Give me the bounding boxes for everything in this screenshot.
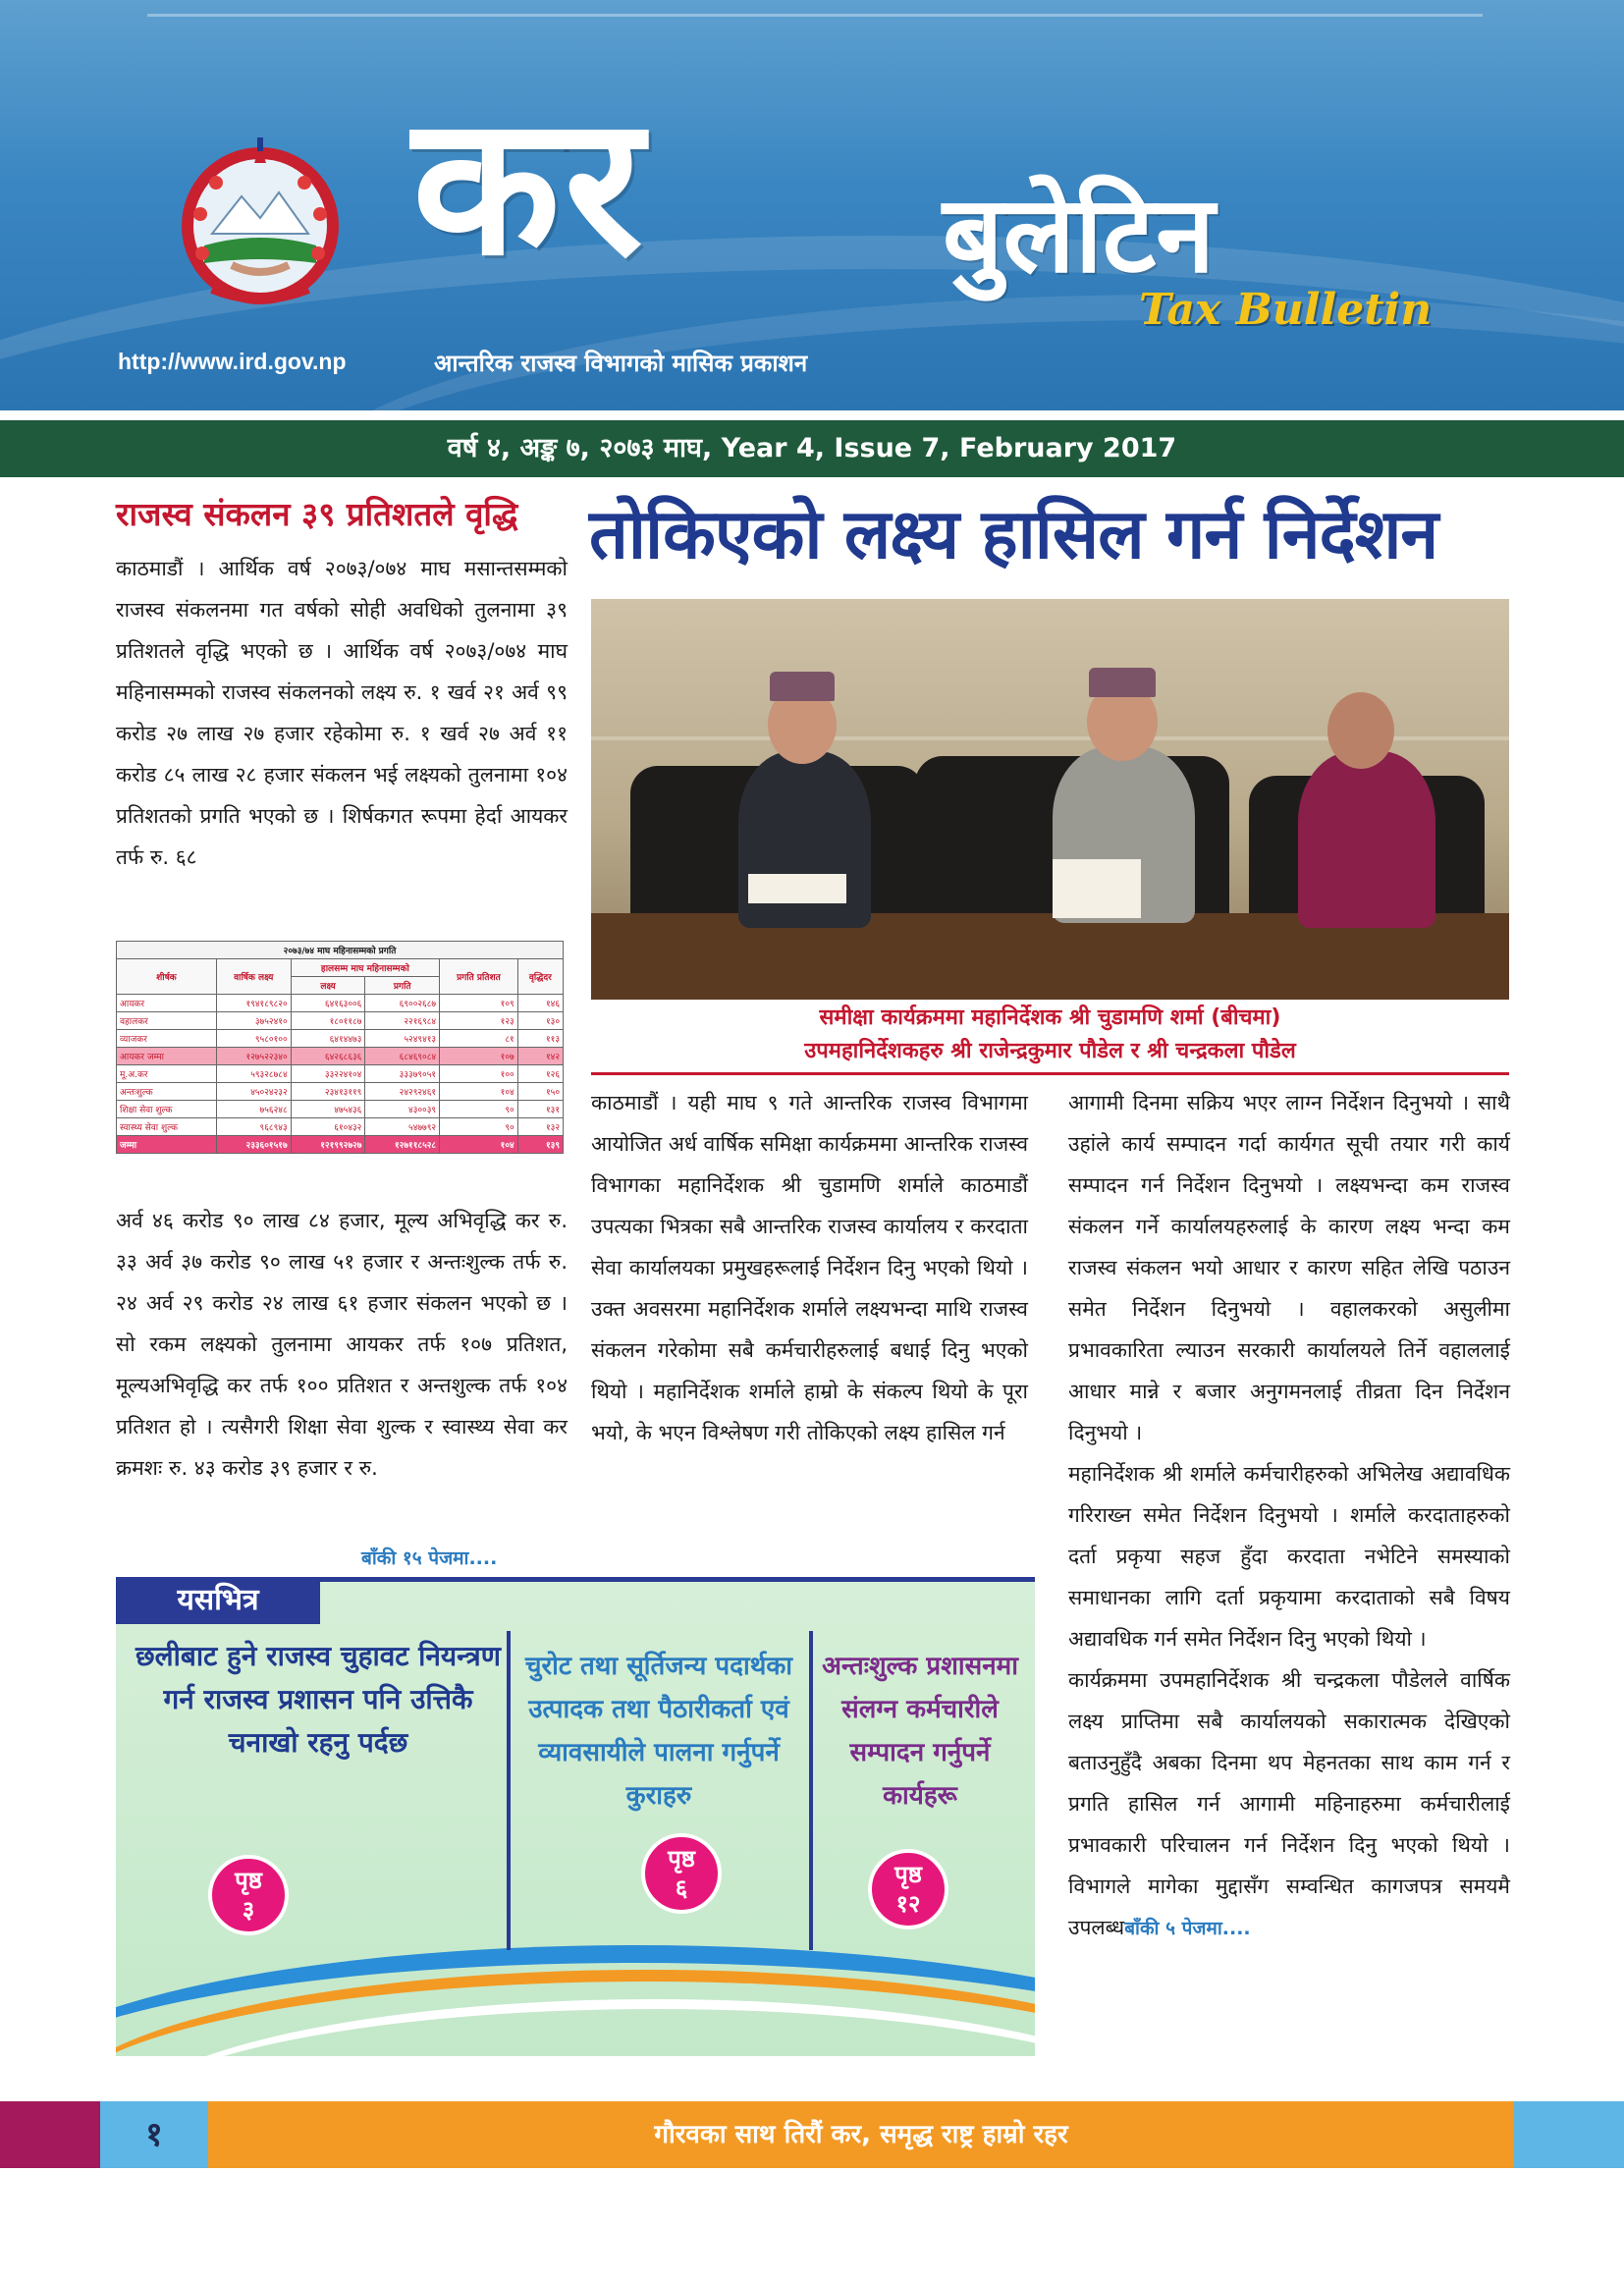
table-cell: मू.अ.कर [117,1065,217,1083]
story-divider [809,1631,813,1950]
table-cell: आयकर जम्मा [117,1048,217,1065]
table-cell: १०४ [440,1083,518,1101]
table-header: वार्षिक लक्ष्य [216,959,291,995]
table-row [117,1065,564,1083]
table-header: हालसम्म माघ महिनासम्मको [291,959,439,977]
left-article-headline-wrap [116,495,568,534]
main-article-column: काठमाडौं । यही माघ ९ गते आन्तरिक राजस्व विभागमा आयोजित अर्ध वार्षिक समिक्षा कार्यक्रममा आन्तरिक राजस्व विभागका महानिर्देशक श्री चुडामणि शर्माले काठमाडौं उपत्यका भित्रका सबै आन्तरिक राजस्व कार्यालय र करदाता सेवा कार्यालयका प्रमुखहरूलाई निर्देशन दिनु भएको थियो । उक्त अवसरमा महानिर्देशक शर्माले लक्ष्यभन्दा माथि राजस्व संकलन गरेकोमा सबै कर्मचारीहरुलाई बधाई दिनु भएको थियो । महानिर्देशक शर्माले हाम्रो के संकल्प थियो के पूरा भयो, के भएन विश्लेषण गरी तोकिएको लक्ष्य हासिल गर्न [591,1091,1028,1444]
photo-caption-line: समीक्षा कार्यक्रममा महानिर्देशक श्री चुडामणि शर्मा (बीचमा) [819,1005,1281,1030]
table-cell: १२७११८५२८ [365,1136,440,1154]
table-row [117,1048,564,1065]
website-link[interactable]: http://www.ird.gov.np [118,349,347,374]
table-cell: स्वास्थ्य सेवा शुल्क [117,1118,217,1136]
inside-label: यसभित्र [116,1577,320,1624]
table-header: शीर्षक [117,959,217,995]
table-cell: ६४१६३००६ [291,995,365,1012]
table-subheader: लक्ष्य [291,977,365,995]
page-badge[interactable] [208,1855,289,1935]
table-cell: ३३२२४१०४ [291,1065,365,1083]
table-row [117,1136,564,1154]
left-article-headline: राजस्व संकलन ३९ प्रतिशतले वृद्धि [116,495,518,533]
table-cell: १४२ [517,1048,563,1065]
table-cell: अन्तःशुल्क [117,1083,217,1101]
table-cell: ११३ [517,1030,563,1048]
table-cell: ८१ [440,1030,518,1048]
table-cell: ९० [440,1101,518,1118]
table-cell: १३१ [517,1101,563,1118]
table-cell: १९४१८९८२० [216,995,291,1012]
inside-story-title[interactable]: अन्तःशुल्क प्रशासनमा संलग्न कर्मचारीले सम्पादन गर्नुपर्ने कार्यहरू [822,1652,1018,1811]
table-cell: २२१६९८४ [365,1012,440,1030]
main-article-paragraph: आगामी दिनमा सक्रिय भएर लाग्न निर्देशन दिनुभयो । साथै उहांले कार्य सम्पादन गर्दा कार्यगत सूची तयार गरी कार्य सम्पादन गर्न निर्देशन दिनुभयो । लक्ष्यभन्दा कम राजस्व संकलन गर्ने कार्यालयहरुलाई के कारण लक्ष्य भन्दा कम राजस्व संकलन भयो आधार र कारण सहित लेखि पठाउन समेत निर्देशन दिनुभयो । वहालकरको असुलीमा प्रभावकारिता ल्याउन सरकारी कार्यालयले तिर्ने वहाललाई आधार मान्ने र बजार अनुगमनलाई तीव्रता दिन निर्देशन दिनुभयो । [1068,1091,1510,1444]
document-paper [1053,859,1141,918]
page-badge-number: ६ [675,1874,688,1902]
main-article-paragraph [1068,1659,1510,1949]
person-figure [1298,751,1435,928]
inside-issue-box [116,1577,1035,2056]
inside-story-title[interactable]: चुरोट तथा सूर्तिजन्य पदार्थका उत्पादक तथा पैठारीकर्ता एवं व्यावसायीले पालना गर्नुपर्ने कुराहरु [524,1652,793,1811]
left-article-paragraph: अर्व ४६ करोड ९० लाख ८४ हजार, मूल्य अभिवृद्धि कर रु. ३३ अर्व ३७ करोड ९० लाख ५१ हजार र अन्तःशुल्क तर्फ रु. २४ अर्व २९ करोड २४ लाख ६१ हजार संकलन भएको छ । सो रकम लक्ष्यको तुलनामा आयकर तर्फ १०७ प्रतिशत, मूल्यअभिवृद्धि कर तर्फ १०० प्रतिशत र अन्तशुल्क तर्फ १०४ प्रतिशत हो । त्यसैगरी शिक्षा सेवा शुल्क र स्वास्थ्य सेवा कर क्रमशः रु. ४३ करोड ३९ हजार र रु. [116,1209,568,1480]
footer-accent [1514,2101,1624,2168]
page-badge-number: १२ [895,1890,921,1918]
table-cell: ६१०४३२ [291,1118,365,1136]
table-cell: वहालकर [117,1012,217,1030]
table-cell: १८०११८७ [291,1012,365,1030]
table-cell: २३४१३११९ [291,1083,365,1101]
inside-story-title[interactable]: छलीबाट हुने राजस्व चुहावट नियन्त्रण गर्न राजस्व प्रशासन पनि उत्तिकै चनाखो रहनु पर्दछ [135,1640,501,1759]
meeting-photo-icon [591,599,1509,1000]
table-cell: ४५०२४२३२ [216,1083,291,1101]
table-cell: १२३ [440,1012,518,1030]
masthead-title-english: Tax Bulletin [1139,285,1433,335]
table-row [117,1083,564,1101]
table-cell: १२६ [517,1065,563,1083]
main-headline: तोकिएको लक्ष्य हासिल गर्न निर्देशन [589,494,1438,574]
main-article-paragraph: महानिर्देशक श्री शर्माले कर्मचारीहरुको अभिलेख अद्यावधिक गरिराख्न समेत निर्देशन दिनुभयो । शर्माले करदाताहरुको दर्ता प्रकृया सहज हुँदा करदाता नभेटिने समस्याको समाधानका लागि दर्ता प्रकृयामा करदाताको सबै विषय अद्यावधिक गर्न समेत निर्देशन दिनु भएको थियो । [1068,1462,1510,1651]
caption-rule [591,1072,1509,1075]
table-subheader: प्रगति [365,977,440,995]
table-cell: २३३६०१५१७ [216,1136,291,1154]
table-row [117,995,564,1012]
page-badge[interactable] [868,1849,948,1929]
document-paper [748,874,846,903]
table-cell: ९० [440,1118,518,1136]
table-cell: ४३००३९ [365,1101,440,1118]
main-article-column [1068,1082,1510,1949]
table-cell: १३० [517,1012,563,1030]
table-row [117,1101,564,1118]
photo-caption [591,1002,1509,1068]
table-cell: ६८४६९०८४ [365,1048,440,1065]
table-cell: ३३३७९०५१ [365,1065,440,1083]
table-cell: १०७ [440,1048,518,1065]
table-cell: ५९३२८७८४ [216,1065,291,1083]
table-cell: ६४१४४७३ [291,1030,365,1048]
masthead-top-rule [147,14,1483,17]
table-row [117,1030,564,1048]
table-cell: आयकर [117,995,217,1012]
table-cell: शिक्षा सेवा शुल्क [117,1101,217,1118]
continued-link[interactable]: बाँकी ५ पेजमा.... [1124,1918,1251,1939]
masthead-title: कर [412,75,647,299]
table-cell: १०० [440,1065,518,1083]
table-cell: १३२ [517,1118,563,1136]
person-head [1327,692,1394,769]
table-cell: ९६८९४३ [216,1118,291,1136]
page-badge[interactable] [641,1833,722,1914]
table-cell: ५२४९४१३ [365,1030,440,1048]
photo-caption-line: उपमहानिर्देशकहरु श्री राजेन्द्रकुमार पौडेल र श्री चन्द्रकला पौडेल [804,1039,1296,1063]
table-cell: व्याजकर [117,1030,217,1048]
issue-bar: वर्ष ४, अङ्क ७, २०७३ माघ, Year 4, Issue 7, February 2017 [0,420,1624,477]
table-cell: जम्मा [117,1136,217,1154]
table-cell: ६९००२६८७ [365,995,440,1012]
revenue-table-body [117,995,564,1154]
table-cell: ६४२६८६३६ [291,1048,365,1065]
page-badge-label: पृष्ठ [668,1845,695,1873]
table-header: प्रगति प्रतिशत [440,959,518,995]
main-article-text: कार्यक्रममा उपमहानिर्देशक श्री चन्द्रकला पौडेलले वार्षिक लक्ष्य प्राप्तिमा सबै कार्यालयको सकारात्मक देखिएको बताउनुहुँदै अबका दिनमा थप मेहनतका साथ काम गर्न र प्रगति हासिल गर्न आगामी महिनाहरुमा कर्मचारीलाई प्रभावकारी परिचालन गर्न निर्देशन दिनु भएको थियो । विभागले मागेका मुद्दासँग सम्वन्धित कागजपत्र समयमै उपलब्ध [1068,1668,1510,1939]
table-row [117,1118,564,1136]
footer-accent [0,2101,100,2168]
footer-slogan: गौरवका साथ तिरौं कर, समृद्ध राष्ट्र हाम्रो रहर [208,2101,1514,2168]
page-badge-label: पृष्ठ [894,1861,922,1888]
table-row [117,1012,564,1030]
table-cell: ९५८०१०० [216,1030,291,1048]
page-badge-number: ३ [242,1896,255,1924]
nepal-government-emblem-icon [173,136,348,310]
page-number: १ [100,2101,208,2168]
table-cell: १२७५२२३४० [216,1048,291,1065]
table-header: वृद्धिदर [517,959,563,995]
table-cell: १५० [517,1083,563,1101]
table-cell: १३९ [517,1136,563,1154]
left-article-paragraph: काठमाडौं । आर्थिक वर्ष २०७३/०७४ माघ मसान्तसम्मको राजस्व संकलनमा गत वर्षको सोही अवधिको तुलनामा ३९ प्रतिशतले वृद्धि भएको छ । आर्थिक वर्ष २०७३/०७४ माघ महिनासम्मको राजस्व संकलनको लक्ष्य रु. १ खर्व २१ अर्व ९९ करोड २७ लाख २७ हजार रहेकोमा रु. १ खर्व २७ अर्व ११ करोड ८५ लाख २८ हजार संकलन भई लक्ष्यको तुलनामा १०४ प्रतिशतको प्रगति भएको छ । शिर्षकगत रूपमा हेर्दा आयकर तर्फ रु. ६८ [116,557,568,869]
masthead-tagline: आन्तरिक राजस्व विभागको मासिक प्रकाशन [434,350,808,377]
table-cell: १०९ [440,995,518,1012]
masthead-title-bulletin: बुलेटिन [943,174,1216,297]
table-cell: १४६ [517,995,563,1012]
revenue-table-title: २०७३/७४ माघ महिनासम्मको प्रगति [117,942,564,959]
revenue-table [116,941,564,1154]
table-cell: ५४७७९२ [365,1118,440,1136]
person-cap [1089,668,1156,697]
table-cell: ३७५२४१० [216,1012,291,1030]
page-badge-label: पृष्ठ [235,1867,262,1894]
table-cell: ७५६२४८ [216,1101,291,1118]
masthead [0,0,1624,410]
person-cap [770,672,835,701]
continued-link[interactable]: बाँकी १५ पेजमा.... [361,1548,498,1569]
table-cell: ४७५४३६ [291,1101,365,1118]
table-cell: २४२९२४६१ [365,1083,440,1101]
table-cell: १२१९९२७२७ [291,1136,365,1154]
table-cell: १०४ [440,1136,518,1154]
